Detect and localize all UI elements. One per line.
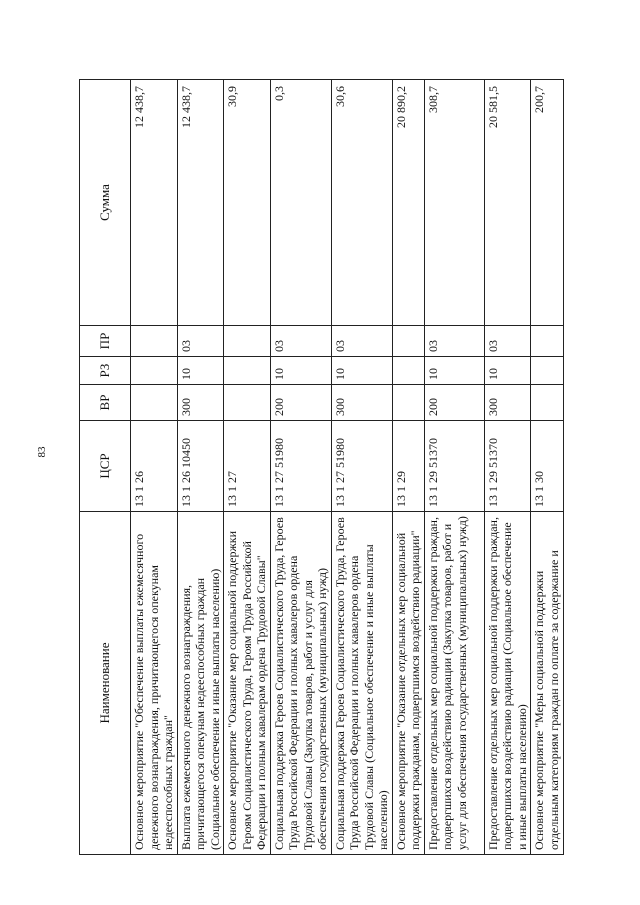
cell-sum: 30,9 [224, 80, 271, 326]
cell-name: Социальная поддержка Героев Социалистического Труда, Героев Труда Российской Федерации и полных кавалеров ордена Трудовой Славы (Закупка товаров, работ и услуг для обеспечения государственных (муниципальных) нужд) [270, 512, 331, 855]
cell-sum: 12 438,7 [177, 80, 224, 326]
table-row [331, 80, 392, 855]
cell-sum: 12 438,7 [131, 80, 178, 326]
cell-csr: 13 1 26 [131, 421, 178, 512]
page-number: 83 [36, 446, 48, 458]
cell-rz: 10 [424, 357, 484, 385]
table-row [177, 80, 224, 855]
cell-pr [224, 326, 271, 357]
cell-csr: 13 1 27 51980 [270, 421, 331, 512]
cell-rz: 10 [270, 357, 331, 385]
cell-vr: 300 [484, 385, 531, 421]
cell-rz: 10 [484, 357, 531, 385]
table-row [131, 80, 178, 855]
table-row [224, 80, 271, 855]
cell-rz: 10 [177, 357, 224, 385]
table-header-row [80, 80, 131, 855]
cell-csr: 13 1 29 [392, 421, 424, 512]
header-pr: ПР [80, 326, 131, 357]
cell-vr: 200 [424, 385, 484, 421]
cell-pr: 03 [484, 326, 531, 357]
cell-vr [531, 385, 564, 421]
table-row [270, 80, 331, 855]
header-rz: РЗ [80, 357, 131, 385]
cell-vr: 300 [177, 385, 224, 421]
header-csr: ЦСР [80, 421, 131, 512]
cell-rz: 10 [331, 357, 392, 385]
cell-vr [131, 385, 178, 421]
header-name: Наименование [80, 512, 131, 855]
cell-name: Основное мероприятие "Оказание отдельных мер социальной поддержки гражданам, подвергшимся воздействию радиации" [392, 512, 424, 855]
cell-sum: 20 581,5 [484, 80, 531, 326]
cell-rz [131, 357, 178, 385]
header-sum: Сумма [80, 80, 131, 326]
cell-name: Предоставление отдельных мер социальной поддержки граждан, подвергшихся воздействию радиации (Закупка товаров, работ и услуг для обеспечения государственных (муниципальных) нужд) [424, 512, 484, 855]
rotated-page [79, 80, 597, 855]
cell-sum: 308,7 [424, 80, 484, 326]
cell-sum: 20 890,2 [392, 80, 424, 326]
cell-rz [531, 357, 564, 385]
cell-vr [392, 385, 424, 421]
cell-csr: 13 1 26 10450 [177, 421, 224, 512]
cell-pr: 03 [331, 326, 392, 357]
table-row [531, 80, 564, 855]
cell-pr [131, 326, 178, 357]
cell-csr: 13 1 27 51980 [331, 421, 392, 512]
cell-sum: 200,7 [531, 80, 564, 326]
cell-vr [224, 385, 271, 421]
cell-rz [392, 357, 424, 385]
cell-sum: 0,3 [270, 80, 331, 326]
cell-csr: 13 1 27 [224, 421, 271, 512]
cell-name: Основное мероприятие "Оказание мер социальной поддержки Героям Социалистического Труда, Героям Труда Российской Федерации и полным кавалерам ордена Трудовой Славы" [224, 512, 271, 855]
cell-name: Основное мероприятие "Обеспечение выплаты ежемесячного денежного вознаграждения, причитающегося опекунам недееспособных граждан" [131, 512, 178, 855]
table-row [392, 80, 424, 855]
cell-vr: 300 [331, 385, 392, 421]
cell-csr: 13 1 29 51370 [424, 421, 484, 512]
cell-name: Предоставление отдельных мер социальной поддержки граждан, подвергшихся воздействию радиации (Социальное обеспечение и иные выплаты населению) [484, 512, 531, 855]
cell-csr: 13 1 30 [531, 421, 564, 512]
cell-name: Социальная поддержка Героев Социалистического Труда, Героев Труда Российской Федерации и полных кавалеров ордена Трудовой Славы (Социальное обеспечение и иные выплаты населению) [331, 512, 392, 855]
cell-csr: 13 1 29 51370 [484, 421, 531, 512]
cell-pr: 03 [177, 326, 224, 357]
table-row [484, 80, 531, 855]
cell-vr: 200 [270, 385, 331, 421]
table-row [424, 80, 484, 855]
cell-pr: 03 [424, 326, 484, 357]
cell-sum: 30,6 [331, 80, 392, 326]
cell-pr: 03 [270, 326, 331, 357]
cell-name: Выплата ежемесячного денежного вознаграждения, причитающегося опекунам недееспособных граждан (Социальное обеспечение и иные выплаты населению) [177, 512, 224, 855]
budget-table [79, 79, 564, 855]
cell-pr [392, 326, 424, 357]
cell-rz [224, 357, 271, 385]
header-vr: ВР [80, 385, 131, 421]
cell-name: Основное мероприятие "Меры социальной поддержки отдельным категориям граждан по оплате за содержание и [531, 512, 564, 855]
cell-pr [531, 326, 564, 357]
